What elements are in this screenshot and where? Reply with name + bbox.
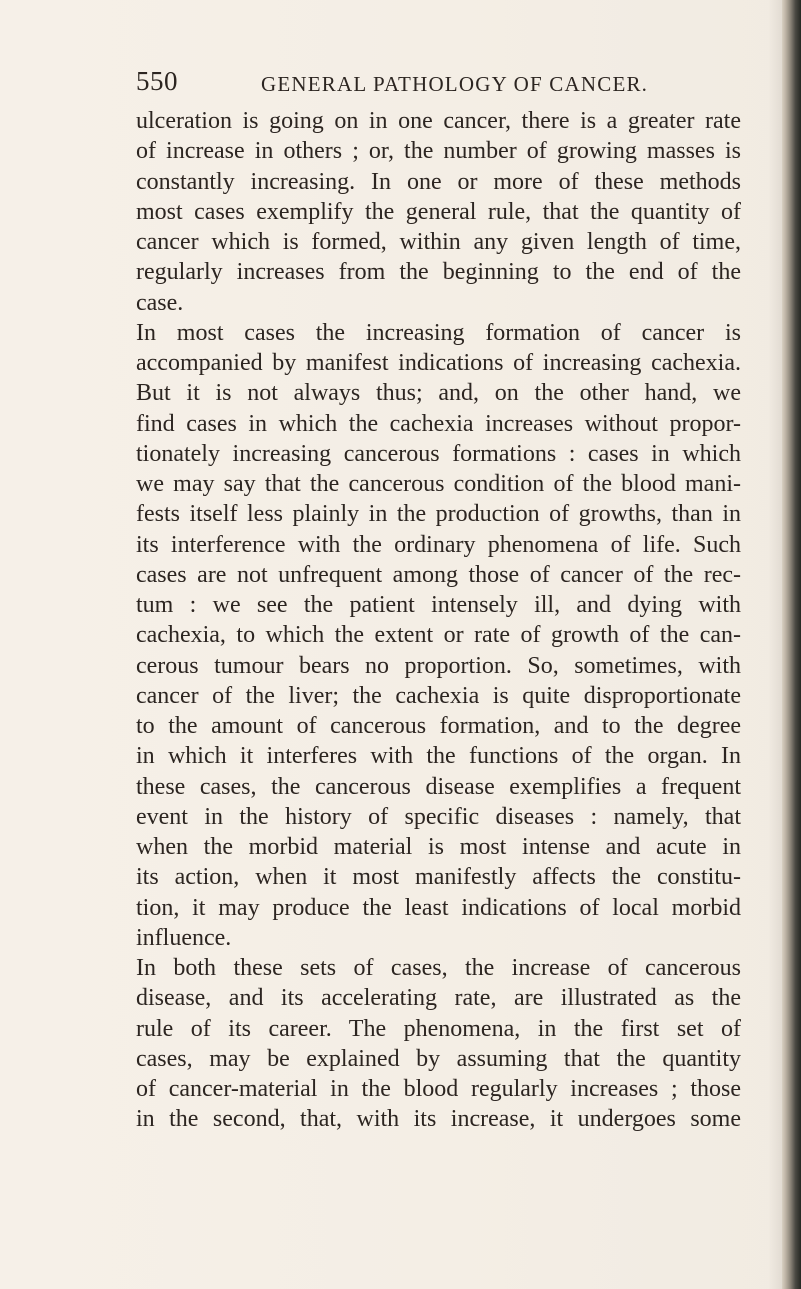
text-line: of increase in others ; or, the number of growing masses is: [136, 138, 741, 165]
text-line: In both these sets of cases, the increase of cancerous: [136, 955, 741, 981]
text-line: constantly increasing. In one or more of these methods: [136, 168, 741, 195]
text-line: tum : we see the patient intensely ill, and dying with: [136, 592, 741, 618]
binding-edge: [782, 0, 801, 1289]
text-line: ulceration is going on in one cancer, there is a greater rate: [136, 108, 741, 134]
page-number: 550: [136, 66, 178, 96]
page-header: [136, 66, 716, 106]
text-line: most cases exemplify the general rule, that the quantity of: [136, 198, 741, 225]
text-line: influence.: [136, 924, 232, 951]
text-line: tion, it may produce the least indications of local morbid: [136, 894, 741, 921]
text-line: But it is not always thus; and, on the other hand, we: [136, 380, 741, 407]
text-line: cachexia, to which the extent or rate of growth of the can-: [136, 622, 741, 649]
text-line: In most cases the increasing formation of cancer is: [136, 319, 741, 346]
text-line: cases are not unfrequent among those of cancer of the rec-: [136, 561, 741, 588]
text-line: rule of its career. The phenomena, in the first set of: [136, 1015, 741, 1042]
page-edge-shadow: [768, 0, 782, 1289]
text-line: in which it interferes with the functions of the organ. In: [136, 743, 741, 770]
text-line: its interference with the ordinary phenomena of life. Such: [136, 531, 741, 558]
text-line: tionately increasing cancerous formations : cases in which: [136, 440, 741, 467]
text-line: event in the history of specific diseases : namely, that: [136, 803, 741, 830]
text-line: cancer which is formed, within any given length of time,: [136, 229, 741, 255]
text-line: cancer of the liver; the cachexia is quite disproportionate: [136, 682, 741, 709]
running-head: GENERAL PATHOLOGY OF CANCER.: [261, 72, 649, 96]
text-line: case.: [136, 289, 184, 316]
text-line: these cases, the cancerous disease exemplifies a frequent: [136, 773, 741, 800]
body-text: [136, 106, 741, 1135]
text-line: when the morbid material is most intense and acute in: [136, 834, 741, 860]
text-line: its action, when it most manifestly affects the constitu-: [136, 864, 741, 891]
text-line: regularly increases from the beginning to the end of the: [136, 259, 741, 286]
text-line: find cases in which the cachexia increases without propor-: [136, 410, 741, 437]
text-line: of cancer-material in the blood regularly increases ; those: [136, 1076, 741, 1102]
text-line: to the amount of cancerous formation, and to the degree: [136, 713, 741, 739]
text-line: in the second, that, with its increase, it undergoes some: [136, 1106, 741, 1133]
text-line: cases, may be explained by assuming that the quantity: [136, 1045, 741, 1072]
text-line: cerous tumour bears no proportion. So, sometimes, with: [136, 652, 741, 679]
text-line: disease, and its accelerating rate, are illustrated as the: [136, 985, 741, 1012]
text-line: we may say that the cancerous condition of the blood mani-: [136, 471, 741, 497]
text-line: accompanied by manifest indications of increasing cachexia.: [136, 350, 741, 376]
text-line: fests itself less plainly in the production of growths, than in: [136, 501, 741, 528]
